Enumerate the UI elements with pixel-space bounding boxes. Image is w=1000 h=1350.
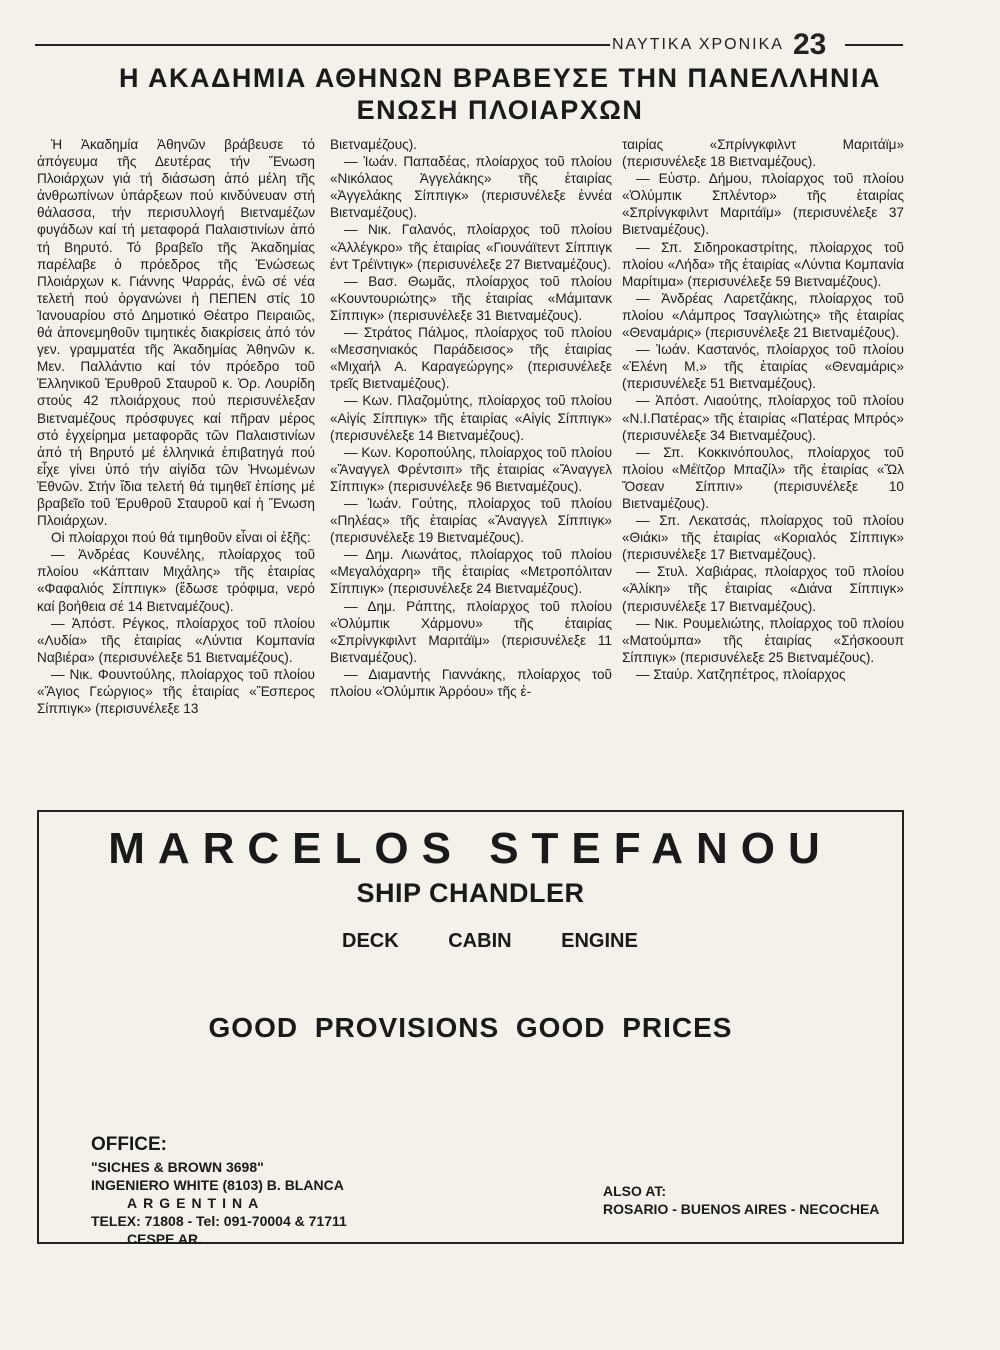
- service-item: DECK: [342, 930, 399, 952]
- paragraph: — Κων. Πλαζομύτης, πλοίαρχος τοῦ πλοίου «Αἰγίς Σίππιγκ» τῆς ἑταιρίας «Αἰγίς Σίππιγκ» (περισυνέλεξε 14 Βιετναμέζους).: [330, 393, 612, 443]
- paragraph: — Δημ. Ράπτης, πλοίαρχος τοῦ πλοίου «Ὀλύμπικ Χάρμονυ» τῆς ἑταιρίας «Σπρίνγκφιλντ Μαριτάϊμ» (περισυνέλεξε 11 Βιετναμέζους).: [330, 598, 612, 665]
- service-item: CABIN: [448, 930, 512, 952]
- running-title: ΝΑΥΤΙΚΑ ΧΡΟΝΙΚΑ: [612, 36, 784, 53]
- paragraph: — Κων. Κοροπούλης, πλοίαρχος τοῦ πλοίου «Ἄναγγελ Φρέντσιπ» τῆς ἑταιρίας «Ἄναγγελ Σίππιγκ» (περισυνέλεξε 96 Βιετναμέζους).: [330, 444, 612, 494]
- paragraph: — Στράτος Πάλμος, πλοίαρχος τοῦ πλοίου «Μεσσηνιακός Παράδεισος» τῆς ἑταιρίας «Μιχαήλ Α. Καραγεώργης» (περισυνέλεξε τρεῖς Βιετναμέζους).: [330, 325, 612, 392]
- paragraph: — Δημ. Λιωνάτος, πλοίαρχος τοῦ πλοίου «Μεγαλόχαρη» τῆς ἑταιρίας «Μετροπόλιταν Σίππιγκ» (περισυνέλεξε 24 Βιετναμέζους).: [330, 547, 612, 597]
- paragraph: — Ἀπόστ. Ρέγκος, πλοίαρχος τοῦ πλοίου «Λυδία» τῆς ἑταιρίας «Λύντια Κομπανία Ναβιέρα» (περισυνέλεξε 51 Βιετναμέζους).: [37, 615, 315, 665]
- also-at-label: ALSO AT:: [603, 1183, 666, 1199]
- paragraph: Ἡ Ἀκαδημία Ἀθηνῶν βράβευσε τό ἀπόγευμα τῆς Δευτέρας τήν Ἕνωση Πλοιάρχων γιά τή διάσωση ἀπό μέλη τῆς ἀνθρωπίνων ὑπάρξεων πού κινδύνευαν στή θάλασσα, τήν περισυλλογή Βιετναμέζων φυγάδων καί τή μεταφορά Παλαιστινίων ἀπό τή Βηρυτό. Τό βραβεῖο τῆς Ἀκαδημίας παρέλαβε ὁ πρόεδρος τῆς Ἑνώσεως Πλοιάρχων κ. Γιάννης Ψαρράς, ἐνῶ σέ νέα τελετή πού ὀργανώνει ἡ ΠΕΠΕΝ στίς 10 Ἰανουαρίου στό Δημοτικό Θέατρο Πειραιῶς, θά ἀπονεμηθοῦν τιμητικές διακρίσεις ἀπό τόν γεν. γραμματέα τῆς Ἀκαδημίας Ἀθηνῶν κ. Μεν. Παλλάντιο καί τόν πρόεδρο τοῦ Ἑλληνικοῦ Ἐρυθροῦ Σταυροῦ κ. Ὀρ. Λουρίδη στούς 42 πλοιάρχους πού περισυνέλεξαν Βιετναμέζους πρόσφυγες καί πῆραν μέρος στό ἐγχείρημα μεταφορᾶς τῶν Παλαιστινίων ἀπό τή Βηρυτό μέ ἑλληνικά ἐπιβατηγά πού εἶχε γίνει ὑπό τήν αἰγίδα τῶν Ἡνωμένων Ἐθνῶν. Στήν ἴδια τελετή θά τιμηθεῖ ἐπίσης μέ βραβεῖο τοῦ Ἐρυθροῦ Σταυροῦ καί ἡ Ἕνωση Πλοιάρχων.: [37, 137, 315, 529]
- paragraph: — Σπ. Κοκκινόπουλος, πλοίαρχος τοῦ πλοίου «Μέϊτζορ Μπαζίλ» τῆς ἑταιρίας «Ὤλ Ὄσεαν Σίππιν» (περισυνέλεξε 10 Βιετναμέζους).: [622, 444, 904, 511]
- paragraph: — Ἰωάν. Γούτης, πλοίαρχος τοῦ πλοίου «Πηλέας» τῆς ἑταιρίας «Ἄναγγελ Σίππιγκ» (περισυνέλεξε 19 Βιετναμέζους).: [330, 495, 612, 546]
- office-line: TELEX: 71808 - Tel: 091-70004 & 71711: [91, 1213, 347, 1229]
- article-column-3: [622, 136, 904, 800]
- also-at-locations: ROSARIO - BUENOS AIRES - NECOCHEA: [603, 1201, 880, 1217]
- paragraph: ταιρίας «Σπρίνγκφιλντ Μαριτάϊμ» (περισυνέλεξε 18 Βιετναμέζους).: [622, 137, 904, 170]
- paragraph: — Σπ. Σιδηροκαστρίτης, πλοίαρχος τοῦ πλοίου «Λήδα» τῆς ἑταιρίας «Λύντια Κομπανία Μαρίτιμα» (περισυνέλεξε 59 Βιετναμέζους).: [622, 239, 904, 289]
- office-line: "SICHES & BROWN 3698": [91, 1159, 264, 1175]
- article-headline: [40, 62, 960, 126]
- paragraph: — Σταύρ. Χατζηπέτρος, πλοίαρχος: [636, 666, 846, 682]
- paragraph: Οἱ πλοίαρχοι πού θά τιμηθοῦν εἶναι οἱ ἑξῆς:: [51, 530, 311, 546]
- page-number: 23: [793, 28, 827, 61]
- paragraph: — Στυλ. Χαβιάρας, πλοίαρχος τοῦ πλοίου «Ἀλίκη» τῆς ἑταιρίας «Διάνα Σίππιγκ» (περισυνέλεξε 17 Βιετναμέζους).: [622, 564, 904, 614]
- paragraph: — Νικ. Γαλανός, πλοίαρχος τοῦ πλοίου «Ἀλλέγκρο» τῆς ἑταιρίας «Γιουνάϊτεντ Σίππιγκ έντ Τρέϊντιγκ» (περισυνέλεξε 27 Βιετναμέζους).: [330, 222, 612, 272]
- paragraph: — Βασ. Θωμᾶς, πλοίαρχος τοῦ πλοίου «Κουντουριώτης» τῆς ἑταιρίας «Μάμιτανκ Σίππιγκ» (περισυνέλεξε 31 Βιετναμέζους).: [330, 273, 612, 323]
- paragraph: Βιετναμέζους).: [330, 137, 417, 152]
- paragraph: — Νικ. Φουντούλης, πλοίαρχος τοῦ πλοίου «Ἅγιος Γεώργιος» τῆς ἑταιρίας «Ἕσπερος Σίππιγκ» (περισυνέλεξε 13: [37, 666, 315, 717]
- paragraph: — Ἰωάν. Καστανός, πλοίαρχος τοῦ πλοίου «Ἑλένη Μ.» τῆς ἑταιρίας «Θεναμάρις» (περισυνέλεξε 51 Βιετναμέζους).: [622, 342, 904, 392]
- office-label: OFFICE:: [91, 1134, 167, 1155]
- header-rule-right: [845, 44, 903, 46]
- article-column-2: [330, 136, 612, 800]
- office-line: ARGENTINA: [127, 1195, 265, 1211]
- article-column-1: [37, 136, 315, 800]
- service-item: ENGINE: [561, 930, 638, 952]
- office-line: CESPE AR.: [127, 1231, 202, 1247]
- office-line: INGENIERO WHITE (8103) B. BLANCA: [91, 1177, 344, 1193]
- headline-line-2: ΕΝΩΣΗ ΠΛΟΙΑΡΧΩΝ: [356, 95, 644, 125]
- paragraph: — Διαμαντής Γιαννάκης, πλοίαρχος τοῦ πλοίου «Ὀλύμπικ Ἀρρόου» τῆς ἑ-: [330, 666, 612, 699]
- advertiser-name: MARCELOS STEFANOU: [108, 824, 833, 873]
- paragraph: — Ἀνδρέας Λαρετζάκης, πλοίαρχος τοῦ πλοίου «Λάμπρος Τσαγλιώτης» τῆς ἑταιρίας «Θεναμάρις» (περισυνέλεξε 21 Βιετναμέζους).: [622, 290, 904, 341]
- paragraph: — Εὐστρ. Δήμου, πλοίαρχος τοῦ πλοίου «Ὀλύμπικ Σπλέντορ» τῆς ἑταιρίας «Σπρίνγκφιλντ Μαριτάϊμ» (περισυνέλεξε 37 Βιετναμέζους).: [622, 171, 904, 238]
- paragraph: — Ἰωάν. Παπαδέας, πλοίαρχος τοῦ πλοίου «Νικόλαος Ἀγγελάκης» τῆς ἑταιρίας «Ἀγγελάκης Σίππιγκ» (περισυνέλεξε ἐννέα Βιετναμέζους).: [330, 154, 612, 221]
- paragraph: — Ἀπόστ. Λιαούτης, πλοίαρχος τοῦ πλοίου «Ν.Ι.Πατέρας» τῆς ἑταιρίας «Πατέρας Μπρός» (περισυνέλεξε 34 Βιετναμέζους).: [622, 393, 904, 443]
- ad-slogan: GOOD PROVISIONS GOOD PRICES: [208, 1012, 733, 1043]
- office-address: [91, 1158, 347, 1248]
- paragraph: — Ἀνδρέας Κουνέλης, πλοίαρχος τοῦ πλοίου «Κάπταιν Μιχάλης» τῆς ἑταιρίας «Φαφαλιός Σίππιγκ» (ἔδωσε τρόφιμα, νερό καί βοήθεια σέ 14 Βιετναμέζους).: [37, 547, 315, 614]
- advertisement-box: [37, 810, 904, 1247]
- paragraph: — Νικ. Ρουμελιώτης, πλοίαρχος τοῦ πλοίου «Ματούμπα» τῆς ἑταιρίας «Σήσκοουπ Σίππιγκ» (περισυνέλεξε 25 Βιετναμέζους).: [622, 615, 904, 665]
- also-at-block: [603, 1182, 879, 1218]
- headline-line-1: Η ΑΚΑΔΗΜΙΑ ΑΘΗΝΩΝ ΒΡΑΒΕΥΣΕ ΤΗΝ ΠΑΝΕΛΛΗΝΙΑ: [118, 63, 882, 93]
- paragraph: — Σπ. Λεκατσάς, πλοίαρχος τοῦ πλοίου «Θιάκι» τῆς ἑταιρίας «Κοριαλός Σίππιγκ» (περισυνέλεξε 17 Βιετναμέζους).: [622, 513, 904, 563]
- services-list: [342, 930, 682, 953]
- header-rule-left: [35, 44, 610, 46]
- advertiser-tagline: SHIP CHANDLER: [356, 878, 585, 908]
